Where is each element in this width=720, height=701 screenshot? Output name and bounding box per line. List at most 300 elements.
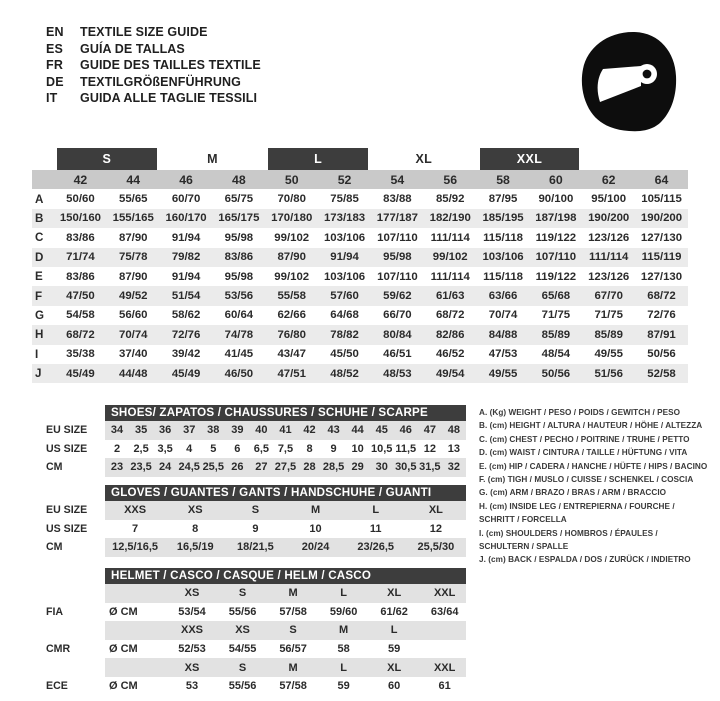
row-band <box>105 603 466 622</box>
table-cell: XS <box>187 504 203 517</box>
table-cell: 54/58 <box>66 309 95 322</box>
table-cell: 45 <box>375 424 388 437</box>
title-language-code: EN <box>46 25 64 39</box>
table-cell: 49/54 <box>435 367 465 380</box>
table-cell: 43 <box>327 424 340 437</box>
table-cell: 6,5 <box>253 442 270 455</box>
table-cell: XS <box>184 661 200 674</box>
table-cell: 87/90 <box>277 251 306 264</box>
row-band <box>105 520 466 539</box>
table-cell: 61/63 <box>435 290 465 303</box>
table-cell: 51/54 <box>171 290 201 303</box>
table-cell: 103/106 <box>323 270 366 283</box>
table-cell: 52/58 <box>647 367 676 380</box>
gloves-section-title: GLOVES / GUANTES / GANTS / HANDSCHUHE / GUANTI <box>105 485 466 501</box>
size-number: 64 <box>654 172 669 187</box>
legend-item: SCHRITT / FORCELLA <box>479 515 567 525</box>
row-label: CMR <box>46 643 71 656</box>
table-cell: 60 <box>388 680 401 693</box>
table-cell: 34 <box>110 424 124 437</box>
size-group-l: L <box>268 148 368 170</box>
row-band <box>105 621 466 640</box>
table-cell: 107/110 <box>377 231 418 244</box>
table-cell: XL <box>387 661 402 674</box>
table-cell: 48/54 <box>541 348 571 361</box>
table-cell: 24 <box>159 461 172 474</box>
legend-item: C. (cm) CHEST / PECHO / POITRINE / TRUHE / PETTO <box>479 434 690 444</box>
size-number: 62 <box>601 172 616 187</box>
row-label-d: D <box>35 250 44 264</box>
table-cell: 42 <box>303 424 316 437</box>
title-text: TEXTILGRÖßENFÜHRUNG <box>80 74 241 89</box>
table-cell: 64/68 <box>330 309 359 322</box>
row-band <box>105 640 466 659</box>
legend-item: J. (cm) BACK / ESPALDA / DOS / ZURÜCK / INDIETRO <box>479 555 691 565</box>
table-cell: 83/86 <box>66 231 95 244</box>
table-cell: Ø CM <box>109 605 138 618</box>
table-row <box>32 248 688 267</box>
table-cell: 36 <box>159 424 172 437</box>
table-cell: 83/86 <box>66 270 95 283</box>
row-band <box>105 440 466 459</box>
table-cell: 63/66 <box>488 290 518 303</box>
table-cell: 52/53 <box>178 643 206 656</box>
row-label-g: G <box>35 308 45 322</box>
table-cell: Ø CM <box>109 680 138 693</box>
table-cell: 11 <box>369 522 382 535</box>
table-cell: 107/110 <box>377 270 418 283</box>
table-cell: 56/57 <box>279 643 307 656</box>
table-cell: XXL <box>433 587 456 600</box>
table-cell: 107/110 <box>535 251 577 264</box>
table-cell: 18/21,5 <box>237 541 274 554</box>
table-cell: 72/76 <box>171 328 201 341</box>
table-row <box>32 209 688 228</box>
table-cell: 44/48 <box>118 367 148 380</box>
table-cell: 9 <box>252 522 259 535</box>
table-row <box>46 677 466 696</box>
table-cell: 46 <box>399 424 412 437</box>
row-label-i: I <box>35 347 39 361</box>
table-cell: XS <box>184 587 200 600</box>
table-cell: 7 <box>132 522 139 535</box>
table-cell: 30,5 <box>395 461 417 474</box>
title-row <box>46 75 261 92</box>
table-cell: 25,5/30 <box>417 541 455 554</box>
row-label-a: A <box>35 192 44 206</box>
table-cell: S <box>238 661 247 674</box>
table-cell: 91/94 <box>171 231 201 244</box>
table-cell: 37/40 <box>118 348 148 361</box>
table-row <box>32 306 688 325</box>
table-cell: 8 <box>192 522 199 535</box>
table-cell: 150/160 <box>59 212 101 225</box>
table-cell: 41/45 <box>224 348 254 361</box>
gloves-section <box>46 485 466 557</box>
size-number: 56 <box>443 172 458 187</box>
size-group-xl: XL <box>415 152 433 166</box>
table-cell: 78/82 <box>330 328 359 341</box>
table-cell: 83/86 <box>224 251 254 264</box>
table-cell: 53/56 <box>224 290 254 303</box>
table-row <box>32 189 688 208</box>
table-cell: 8 <box>306 442 313 455</box>
table-cell: XL <box>428 504 443 517</box>
size-number: 42 <box>73 172 88 187</box>
table-cell: 45/50 <box>330 348 359 361</box>
helmet-size-header-row <box>46 621 466 640</box>
table-cell: 47/50 <box>66 290 95 303</box>
racing-helmet-icon <box>573 26 683 136</box>
helmet-rows <box>46 584 466 696</box>
helmet-section-title: HELMET / CASCO / CASQUE / HELM / CASCO <box>105 568 466 584</box>
row-label: CM <box>46 541 63 554</box>
legend-item: G. (cm) ARM / BRAZO / BRAS / ARM / BRACCIO <box>479 488 667 498</box>
row-band <box>105 658 466 677</box>
row-band <box>105 584 466 603</box>
table-cell: 3,5 <box>157 442 173 455</box>
table-cell: 58 <box>337 643 350 656</box>
table-cell: 185/195 <box>482 212 524 225</box>
gloves-rows <box>46 501 466 557</box>
table-cell: 59/60 <box>329 605 358 618</box>
table-cell: 6 <box>234 442 241 455</box>
size-group-xxl: XXL <box>480 148 580 170</box>
shoes-section <box>46 405 466 477</box>
table-cell: 55/58 <box>277 290 306 303</box>
table-cell: 67/70 <box>594 290 623 303</box>
table-cell: 39/42 <box>171 348 201 361</box>
row-label: US SIZE <box>46 522 88 535</box>
table-cell: 55/56 <box>228 605 257 618</box>
size-number: 48 <box>232 172 246 187</box>
table-cell: 76/80 <box>277 328 306 341</box>
table-cell: 55/65 <box>118 193 148 206</box>
title-text: GUIDE DES TAILLES TEXTILE <box>80 58 261 72</box>
size-number: 46 <box>179 172 193 187</box>
table-cell: 177/187 <box>376 212 418 225</box>
table-cell: XXS <box>124 504 147 517</box>
legend-item: A. (Kg) WEIGHT / PESO / POIDS / GEWITCH / PESO <box>479 408 681 417</box>
helmet-size-header-row <box>46 658 466 677</box>
table-cell: 41 <box>279 424 292 437</box>
table-cell: 123/126 <box>588 231 630 244</box>
table-cell: XXL <box>433 661 456 674</box>
table-cell: 103/106 <box>323 231 366 244</box>
table-cell: 99/102 <box>274 270 310 283</box>
table-cell: 50/60 <box>66 193 95 206</box>
table-cell: 53 <box>185 680 199 693</box>
table-cell: 85/92 <box>435 193 465 206</box>
table-cell: 12 <box>429 522 442 535</box>
size-number: 58 <box>496 172 510 187</box>
table-cell: 190/200 <box>588 212 630 225</box>
table-cell: 71/75 <box>541 309 571 322</box>
row-band <box>105 458 466 477</box>
size-number: 44 <box>126 172 141 187</box>
table-cell: 111/114 <box>589 251 629 264</box>
table-cell: 74/78 <box>224 328 254 341</box>
table-cell: 111/114 <box>430 231 470 244</box>
table-cell: 46/52 <box>435 348 465 361</box>
table-cell: 50/56 <box>541 367 571 380</box>
table-cell: 87/95 <box>488 193 518 206</box>
table-cell: 48 <box>447 424 461 437</box>
table-cell: 58/62 <box>171 309 201 322</box>
table-cell: 87/90 <box>118 270 148 283</box>
table-cell: 54/55 <box>228 643 257 656</box>
table-cell: XL <box>387 587 402 600</box>
table-row <box>46 520 466 539</box>
table-cell: 12,5/16,5 <box>112 541 159 554</box>
title-row <box>46 25 261 42</box>
title-language-code: IT <box>46 91 58 105</box>
table-cell: 95/98 <box>383 251 412 264</box>
table-cell: 95/98 <box>224 270 254 283</box>
table-cell: 115/118 <box>483 231 523 244</box>
table-cell: 12 <box>423 442 436 455</box>
table-row <box>46 603 466 622</box>
table-cell: 57/60 <box>330 290 359 303</box>
table-cell: 91/94 <box>171 270 201 283</box>
table-cell: 25,5 <box>202 461 224 474</box>
table-cell: 2,5 <box>133 442 149 455</box>
table-cell: M <box>288 661 298 674</box>
table-cell: Ø CM <box>109 643 138 656</box>
table-cell: 38 <box>207 424 220 437</box>
table-cell: 115/119 <box>641 251 682 264</box>
size-number: 60 <box>549 172 563 187</box>
table-cell: 53/54 <box>178 605 206 618</box>
table-cell: 45/49 <box>171 367 201 380</box>
row-label: US SIZE <box>46 442 88 455</box>
table-cell: 68/72 <box>435 309 465 322</box>
table-cell: 65/75 <box>224 193 254 206</box>
row-label-e: E <box>35 270 43 284</box>
table-cell: 32 <box>447 461 461 474</box>
table-cell: 103/106 <box>482 251 524 264</box>
legend-item: I. (cm) SHOULDERS / HOMBROS / ÉPAULES / <box>479 528 658 538</box>
table-cell: 170/180 <box>271 212 313 225</box>
table-cell: L <box>340 587 347 600</box>
row-band <box>105 421 466 440</box>
row-label-c: C <box>35 231 44 245</box>
table-cell: 20/24 <box>301 541 330 554</box>
table-cell: 90/100 <box>538 193 574 206</box>
table-cell: 70/80 <box>277 193 306 206</box>
table-cell: 61 <box>438 680 451 693</box>
table-cell: 5 <box>210 442 217 455</box>
table-cell: 31,5 <box>419 461 441 474</box>
table-row <box>32 286 688 305</box>
table-cell: 16,5/19 <box>176 541 214 554</box>
table-cell: 51/56 <box>594 367 623 380</box>
legend-item: F. (cm) TIGH / MUSLO / CUISSE / SCHENKEL / COSCIA <box>479 475 694 485</box>
table-cell: 80/84 <box>383 328 412 341</box>
table-cell: 119/122 <box>535 270 577 283</box>
table-cell: 30 <box>375 461 388 474</box>
table-cell: 48/52 <box>330 367 359 380</box>
table-cell: 43/47 <box>277 348 306 361</box>
table-cell: 37 <box>183 424 196 437</box>
table-row <box>32 364 688 383</box>
helmet-size-header-row <box>46 584 466 603</box>
size-number: 50 <box>284 172 299 187</box>
table-row <box>32 325 688 344</box>
title-text: GUIDA ALLE TAGLIE TESSILI <box>80 91 258 105</box>
table-cell: 57/58 <box>279 605 307 618</box>
table-cell: M <box>288 587 298 600</box>
table-cell: 40 <box>255 424 268 437</box>
table-cell: 57/58 <box>279 680 307 693</box>
table-row <box>46 538 466 557</box>
table-cell: 123/126 <box>588 270 630 283</box>
title-row <box>46 91 261 108</box>
table-cell: 50/56 <box>647 348 676 361</box>
table-cell: 49/55 <box>594 348 623 361</box>
table-cell: XXS <box>181 624 204 637</box>
table-cell: 29 <box>351 461 364 474</box>
table-cell: 85/89 <box>594 328 623 341</box>
table-cell: 84/88 <box>488 328 518 341</box>
table-cell: 66/70 <box>383 309 412 322</box>
table-row <box>46 440 466 459</box>
table-row <box>32 267 688 286</box>
table-cell: 61/62 <box>380 605 408 618</box>
shoes-rows <box>46 421 466 477</box>
table-cell: 55/56 <box>228 680 257 693</box>
table-cell: 47/51 <box>277 367 306 380</box>
table-cell: 70/74 <box>488 309 518 322</box>
row-label-b: B <box>35 211 44 225</box>
table-cell: XS <box>235 624 250 637</box>
table-cell: 39 <box>231 424 244 437</box>
table-cell: 28,5 <box>322 461 345 474</box>
row-label: ECE <box>46 680 68 693</box>
table-cell: 165/175 <box>218 212 260 225</box>
table-cell: L <box>372 504 380 517</box>
table-cell: S <box>251 504 260 517</box>
table-cell: 111/114 <box>430 270 470 283</box>
size-number-row <box>32 170 688 189</box>
table-cell: 59/62 <box>383 290 412 303</box>
row-band <box>105 677 466 696</box>
table-cell: L <box>390 624 398 637</box>
row-label-f: F <box>35 289 43 303</box>
title-language-code: FR <box>46 58 64 72</box>
table-cell: 35 <box>134 424 148 437</box>
size-group-m: M <box>207 152 218 166</box>
table-cell: S <box>289 624 297 637</box>
legend-item: H. (cm) INSIDE LEG / ENTREPIERNA / FOURCHE / <box>479 501 675 511</box>
table-cell: 46/51 <box>383 348 412 361</box>
table-row <box>46 501 466 520</box>
table-cell: 44 <box>351 424 364 437</box>
table-row <box>32 345 688 364</box>
table-cell: 173/183 <box>323 212 366 225</box>
table-cell: 115/118 <box>483 270 523 283</box>
table-cell: 46/50 <box>224 367 254 380</box>
title-text: TEXTILE SIZE GUIDE <box>80 25 208 39</box>
table-cell: 35/38 <box>66 348 95 361</box>
table-cell: 23 <box>110 461 124 474</box>
row-label: EU SIZE <box>46 424 88 437</box>
table-cell: 68/72 <box>66 328 95 341</box>
table-cell: 72/76 <box>647 309 676 322</box>
table-cell: 68/72 <box>647 290 676 303</box>
row-label-j: J <box>35 367 42 381</box>
table-cell: 24,5 <box>178 461 200 474</box>
table-cell: 59 <box>388 643 401 656</box>
title-language-code: DE <box>46 74 64 89</box>
table-cell: 47 <box>423 424 436 437</box>
size-number: 52 <box>337 172 352 187</box>
table-cell: 83/88 <box>383 193 412 206</box>
size-group-band <box>32 148 688 170</box>
table-cell: 190/200 <box>640 212 683 225</box>
table-cell: 11,5 <box>395 442 417 455</box>
row-label-h: H <box>35 328 44 342</box>
table-cell: 95/98 <box>224 231 254 244</box>
table-cell: L <box>340 661 347 674</box>
table-cell: 48/53 <box>383 367 412 380</box>
table-cell: 27 <box>255 461 268 474</box>
shoes-section-title: SHOES/ ZAPATOS / CHAUSSURES / SCHUHE / SCARPE <box>105 405 466 421</box>
table-row <box>46 421 466 440</box>
table-cell: 10 <box>309 522 322 535</box>
table-cell: M <box>339 624 349 637</box>
table-cell: 7,5 <box>277 442 294 455</box>
title-row <box>46 58 261 75</box>
textile-size-table <box>32 148 688 383</box>
table-cell: 182/190 <box>429 212 471 225</box>
size-group-s: S <box>57 148 157 170</box>
title-text: GUÍA DE TALLAS <box>80 41 185 56</box>
table-cell: 23/26,5 <box>357 541 395 554</box>
table-cell: 160/170 <box>165 212 207 225</box>
table-row <box>46 458 466 477</box>
table-cell: 87/91 <box>647 328 676 341</box>
row-band <box>105 538 466 557</box>
table-cell: 10,5 <box>371 442 393 455</box>
legend-item: SCHULTERN / SPALLE <box>479 542 569 552</box>
legend-item: E. (cm) HIP / CADERA / HANCHE / HÜFTE / HIPS / BACINO <box>479 461 708 471</box>
table-cell: 27,5 <box>274 461 297 474</box>
table-cell: 85/89 <box>541 328 571 341</box>
table-cell: 79/82 <box>171 251 201 264</box>
table-cell: 187/198 <box>535 212 577 225</box>
table-cell: 60/70 <box>171 193 201 206</box>
table-cell: S <box>238 587 247 600</box>
table-cell: 62/66 <box>277 309 306 322</box>
helmet-section <box>46 568 466 696</box>
table-cell: 60/64 <box>224 309 254 322</box>
table-cell: 56/60 <box>118 309 148 322</box>
table-row <box>46 640 466 659</box>
table-cell: 4 <box>186 442 193 455</box>
title-row <box>46 42 261 59</box>
table-cell: 127/130 <box>640 231 683 244</box>
table-cell: 127/130 <box>640 270 683 283</box>
table-cell: 63/64 <box>430 605 459 618</box>
table-cell: 70/74 <box>118 328 148 341</box>
table-cell: 75/78 <box>118 251 148 264</box>
table-cell: 119/122 <box>535 231 577 244</box>
row-label: CM <box>46 461 63 474</box>
row-label: EU SIZE <box>46 504 88 517</box>
measurement-legend <box>479 406 711 567</box>
table-cell: 28 <box>303 461 316 474</box>
